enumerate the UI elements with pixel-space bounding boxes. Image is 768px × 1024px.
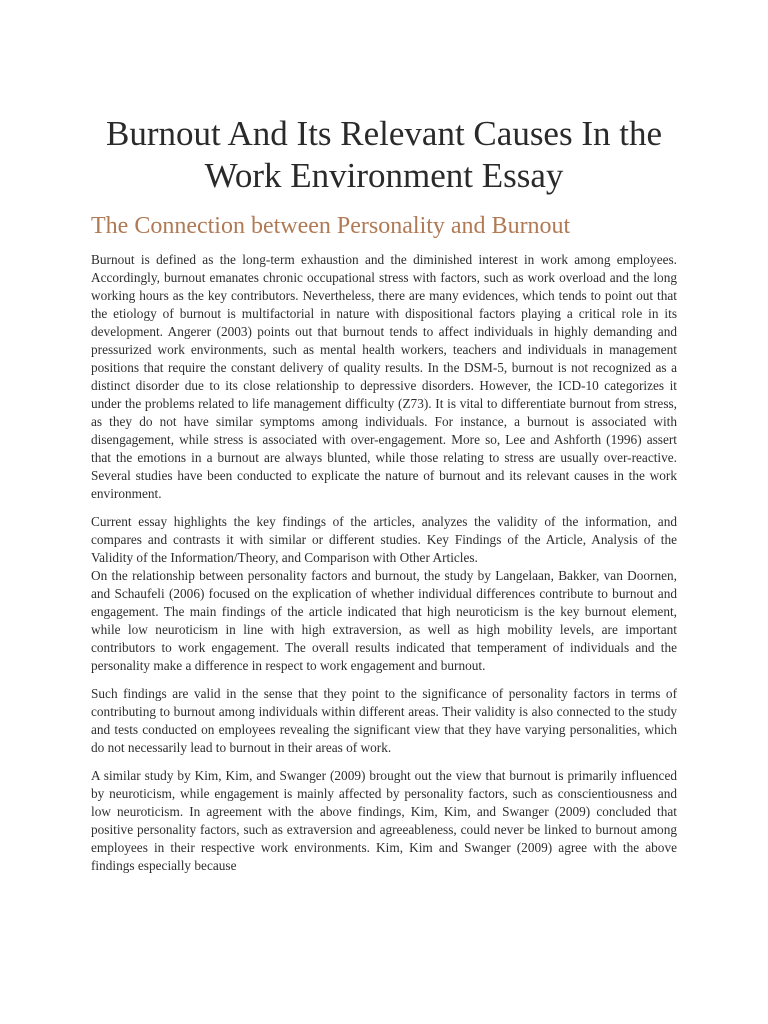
section-heading: The Connection between Personality and Burnout [91,213,571,239]
paragraph: Current essay highlights the key findings of the articles, analyzes the validity of the information, and compares and contrasts it with similar or different studies. Key Findings of the Article, Analysis of the Validity of the Information/Theory, and Comparison with Other Articles. [91,514,677,565]
paragraph: A similar study by Kim, Kim, and Swanger (2009) brought out the view that burnout is primarily influenced by neuroticism, while engagement is mainly affected by personality factors, such as conscientiousness and low neuroticism. In agreement with the above findings, Kim, Kim, and Swanger (2009) concluded that positive personality factors, such as extraversion and agreeableness, could never be linked to burnout among employees in their respective work environments. Kim, Kim and Swanger (2009) agree with the above findings especially because [91,768,677,873]
essay-body [91,251,677,885]
paragraph: Such findings are valid in the sense that they point to the significance of personality factors in terms of contributing to burnout among individuals within different areas. Their validity is also connected to the study and tests conducted on employees revealing the significant view that they have varying personalities, which do not necessarily lead to burnout in their areas of work. [91,686,677,755]
document-title: Burnout And Its Relevant Causes In the Work Environment Essay [105,114,663,195]
paragraph: Burnout is defined as the long-term exhaustion and the diminished interest in work among employees. Accordingly, burnout emanates chronic occupational stress with factors, such as work overload and the long working hours as the key contributors. Nevertheless, there are many evidences, which tends to point out that the etiology of burnout is multifactorial in nature with dispositional factors playing a critical role in its development. Angerer (2003) points out that burnout tends to affect individuals in highly demanding and pressurized work environments, such as mental health workers, teachers and individuals in management positions that require the constant delivery of quality results. In the DSM-5, burnout is not recognized as a distinct disorder due to its close relationship to depressive disorders. However, the ICD-10 categorizes it under the problems related to life management difficulty (Z73). It is vital to differentiate burnout from stress, as they do not have similar symptoms among individuals. For instance, a burnout is associated with disengagement, while stress is associated with over-engagement. More so, Lee and Ashforth (1996) assert that the emotions in a burnout are always blunted, while those relating to stress are usually over-reactive. Several studies have been conducted to explicate the nature of burnout and its relevant causes in the work environment. [91,252,677,501]
paragraph: On the relationship between personality factors and burnout, the study by Langelaan, Bakker, van Doornen, and Schaufeli (2006) focused on the explication of whether individual differences contribute to burnout and engagement. The main findings of the article indicated that high neuroticism is the key burnout element, while low neuroticism in line with high extraversion, as well as high mobility levels, are important contributors to work engagement. The overall results indicated that temperament of individuals and the personality make a difference in respect to work engagement and burnout. [91,568,677,673]
